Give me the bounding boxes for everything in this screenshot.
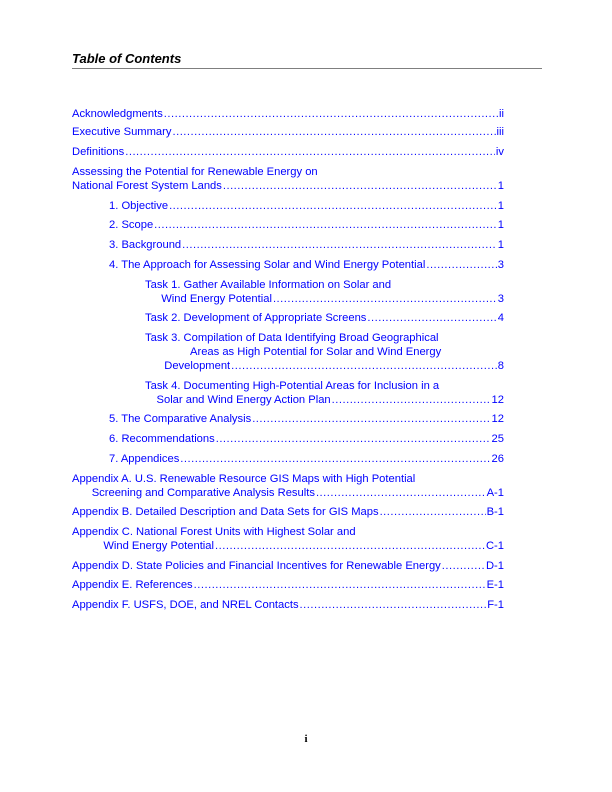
toc-entry-recommendations[interactable] — [109, 432, 504, 446]
toc-entry-label: Executive Summary — [72, 126, 172, 138]
toc-entry-label: Definitions — [72, 146, 125, 158]
leader-dots — [164, 107, 498, 121]
toc-page-number: iii — [496, 126, 504, 138]
toc-entry-label-continued: Solar and Wind Energy Action Plan — [156, 394, 331, 406]
toc-entry-appendix-d[interactable] — [72, 559, 504, 573]
toc-entry-appendix-b[interactable] — [72, 505, 504, 519]
toc-page-number: A-1 — [486, 487, 504, 499]
leader-dots — [223, 179, 497, 193]
toc-page-number: 25 — [491, 433, 504, 445]
leader-dots — [300, 598, 487, 612]
leader-dots — [252, 412, 490, 426]
toc-page-number: D-1 — [485, 560, 504, 572]
toc-entry-assessing-potential[interactable] — [72, 165, 504, 193]
toc-page-number: iv — [495, 146, 504, 158]
toc-entry-task-3[interactable] — [145, 331, 504, 373]
toc-page-number: 1 — [497, 180, 504, 192]
leader-dots — [182, 238, 497, 252]
leader-dots — [316, 486, 486, 500]
toc-entry-appendix-f[interactable] — [72, 598, 504, 612]
toc-page-number: 4 — [497, 312, 504, 324]
leader-dots — [125, 145, 495, 159]
toc-page-number: 1 — [497, 200, 504, 212]
toc-entry-comparative-analysis[interactable] — [109, 412, 504, 426]
page-title: Table of Contents — [72, 51, 182, 66]
toc-entry-task-2[interactable] — [145, 311, 504, 325]
toc-entry-label: 4. The Approach for Assessing Solar and Wind Energy Potential — [109, 259, 426, 271]
toc-entry-label-continued: Areas as High Potential for Solar and Wind Energy — [190, 346, 442, 358]
leader-dots — [215, 539, 485, 553]
leader-dots — [442, 559, 485, 573]
toc-entry-label: 3. Background — [109, 239, 182, 251]
toc-entry-label: 6. Recommendations — [109, 433, 215, 445]
toc-entry-label: Appendix C. National Forest Units with Highest Solar and — [72, 526, 356, 538]
toc-entry-label: Task 3. Compilation of Data Identifying Broad Geographical — [145, 332, 439, 344]
leader-dots — [194, 578, 486, 592]
leader-dots — [426, 258, 496, 272]
leader-dots — [154, 218, 497, 232]
toc-entry-label: Task 1. Gather Available Information on Solar and — [145, 279, 392, 291]
toc-entry-background[interactable] — [109, 238, 504, 252]
toc-entry-task-4[interactable] — [145, 379, 504, 407]
toc-entry-label: 1. Objective — [109, 200, 169, 212]
toc-entry-label: Appendix A. U.S. Renewable Resource GIS Maps with High Potential — [72, 473, 416, 485]
toc-entry-acknowledgments[interactable] — [72, 107, 504, 121]
leader-dots — [172, 125, 495, 139]
toc-entry-label: Appendix F. USFS, DOE, and NREL Contacts — [72, 599, 299, 611]
toc-page-number: C-1 — [485, 540, 504, 552]
leader-dots — [380, 505, 486, 519]
toc-page-number: 12 — [491, 394, 504, 406]
toc-entry-task-1[interactable] — [145, 278, 504, 306]
toc-entry-appendix-c[interactable] — [72, 525, 504, 553]
toc-entry-label: Task 2. Development of Appropriate Screens — [145, 312, 367, 324]
toc-page-number: B-1 — [486, 506, 504, 518]
toc-entry-label: 2. Scope — [109, 219, 154, 231]
toc-entry-label: Acknowledgments — [72, 108, 163, 120]
leader-dots — [332, 393, 491, 407]
leader-dots — [273, 292, 497, 306]
toc-entry-appendix-e[interactable] — [72, 578, 504, 592]
toc-page-number: 12 — [491, 413, 504, 425]
toc-page-number: 26 — [491, 453, 504, 465]
toc-entry-scope[interactable] — [109, 218, 504, 232]
page-number-footer: i — [304, 733, 308, 745]
toc-entry-label-continued: Wind Energy Potential — [103, 540, 215, 552]
toc-entry-label: 5. The Comparative Analysis — [109, 413, 252, 425]
toc-entry-definitions[interactable] — [72, 145, 504, 159]
leader-dots — [231, 359, 497, 373]
toc-page-number: 3 — [497, 293, 504, 305]
toc-entry-objective[interactable] — [109, 199, 504, 213]
toc-entry-label: Task 4. Documenting High-Potential Areas for Inclusion in a — [145, 380, 440, 392]
toc-entry-label: Appendix E. References — [72, 579, 193, 591]
toc-entry-label: Assessing the Potential for Renewable Energy on — [72, 166, 318, 178]
toc-entry-approach[interactable] — [109, 258, 504, 272]
toc-entry-appendix-a[interactable] — [72, 472, 504, 500]
toc-entry-label-continued: National Forest System Lands — [72, 180, 222, 192]
toc-entry-label-continued: Development — [164, 360, 231, 372]
leader-dots — [367, 311, 496, 325]
toc-entry-label-continued: Wind Energy Potential — [161, 293, 272, 305]
toc-entry-label: Appendix D. State Policies and Financial Incentives for Renewable Energy — [72, 560, 441, 572]
toc-page-number: 3 — [497, 259, 504, 271]
leader-dots — [180, 452, 490, 466]
toc-page-number: 1 — [497, 239, 504, 251]
leader-dots — [216, 432, 491, 446]
toc-page-number: 1 — [497, 219, 504, 231]
toc-page-number: E-1 — [486, 579, 504, 591]
toc-entry-executive-summary[interactable] — [72, 125, 504, 139]
toc-entry-label: 7. Appendices — [109, 453, 180, 465]
toc-page-number: F-1 — [487, 599, 504, 611]
title-underline — [72, 68, 542, 69]
toc-entry-label: Appendix B. Detailed Description and Data Sets for GIS Maps — [72, 506, 379, 518]
toc-entry-label-continued: Screening and Comparative Analysis Results — [91, 487, 315, 499]
leader-dots — [169, 199, 497, 213]
toc-page-number: ii — [499, 108, 504, 120]
toc-entry-appendices[interactable] — [109, 452, 504, 466]
toc-page-number: 8 — [497, 360, 504, 372]
